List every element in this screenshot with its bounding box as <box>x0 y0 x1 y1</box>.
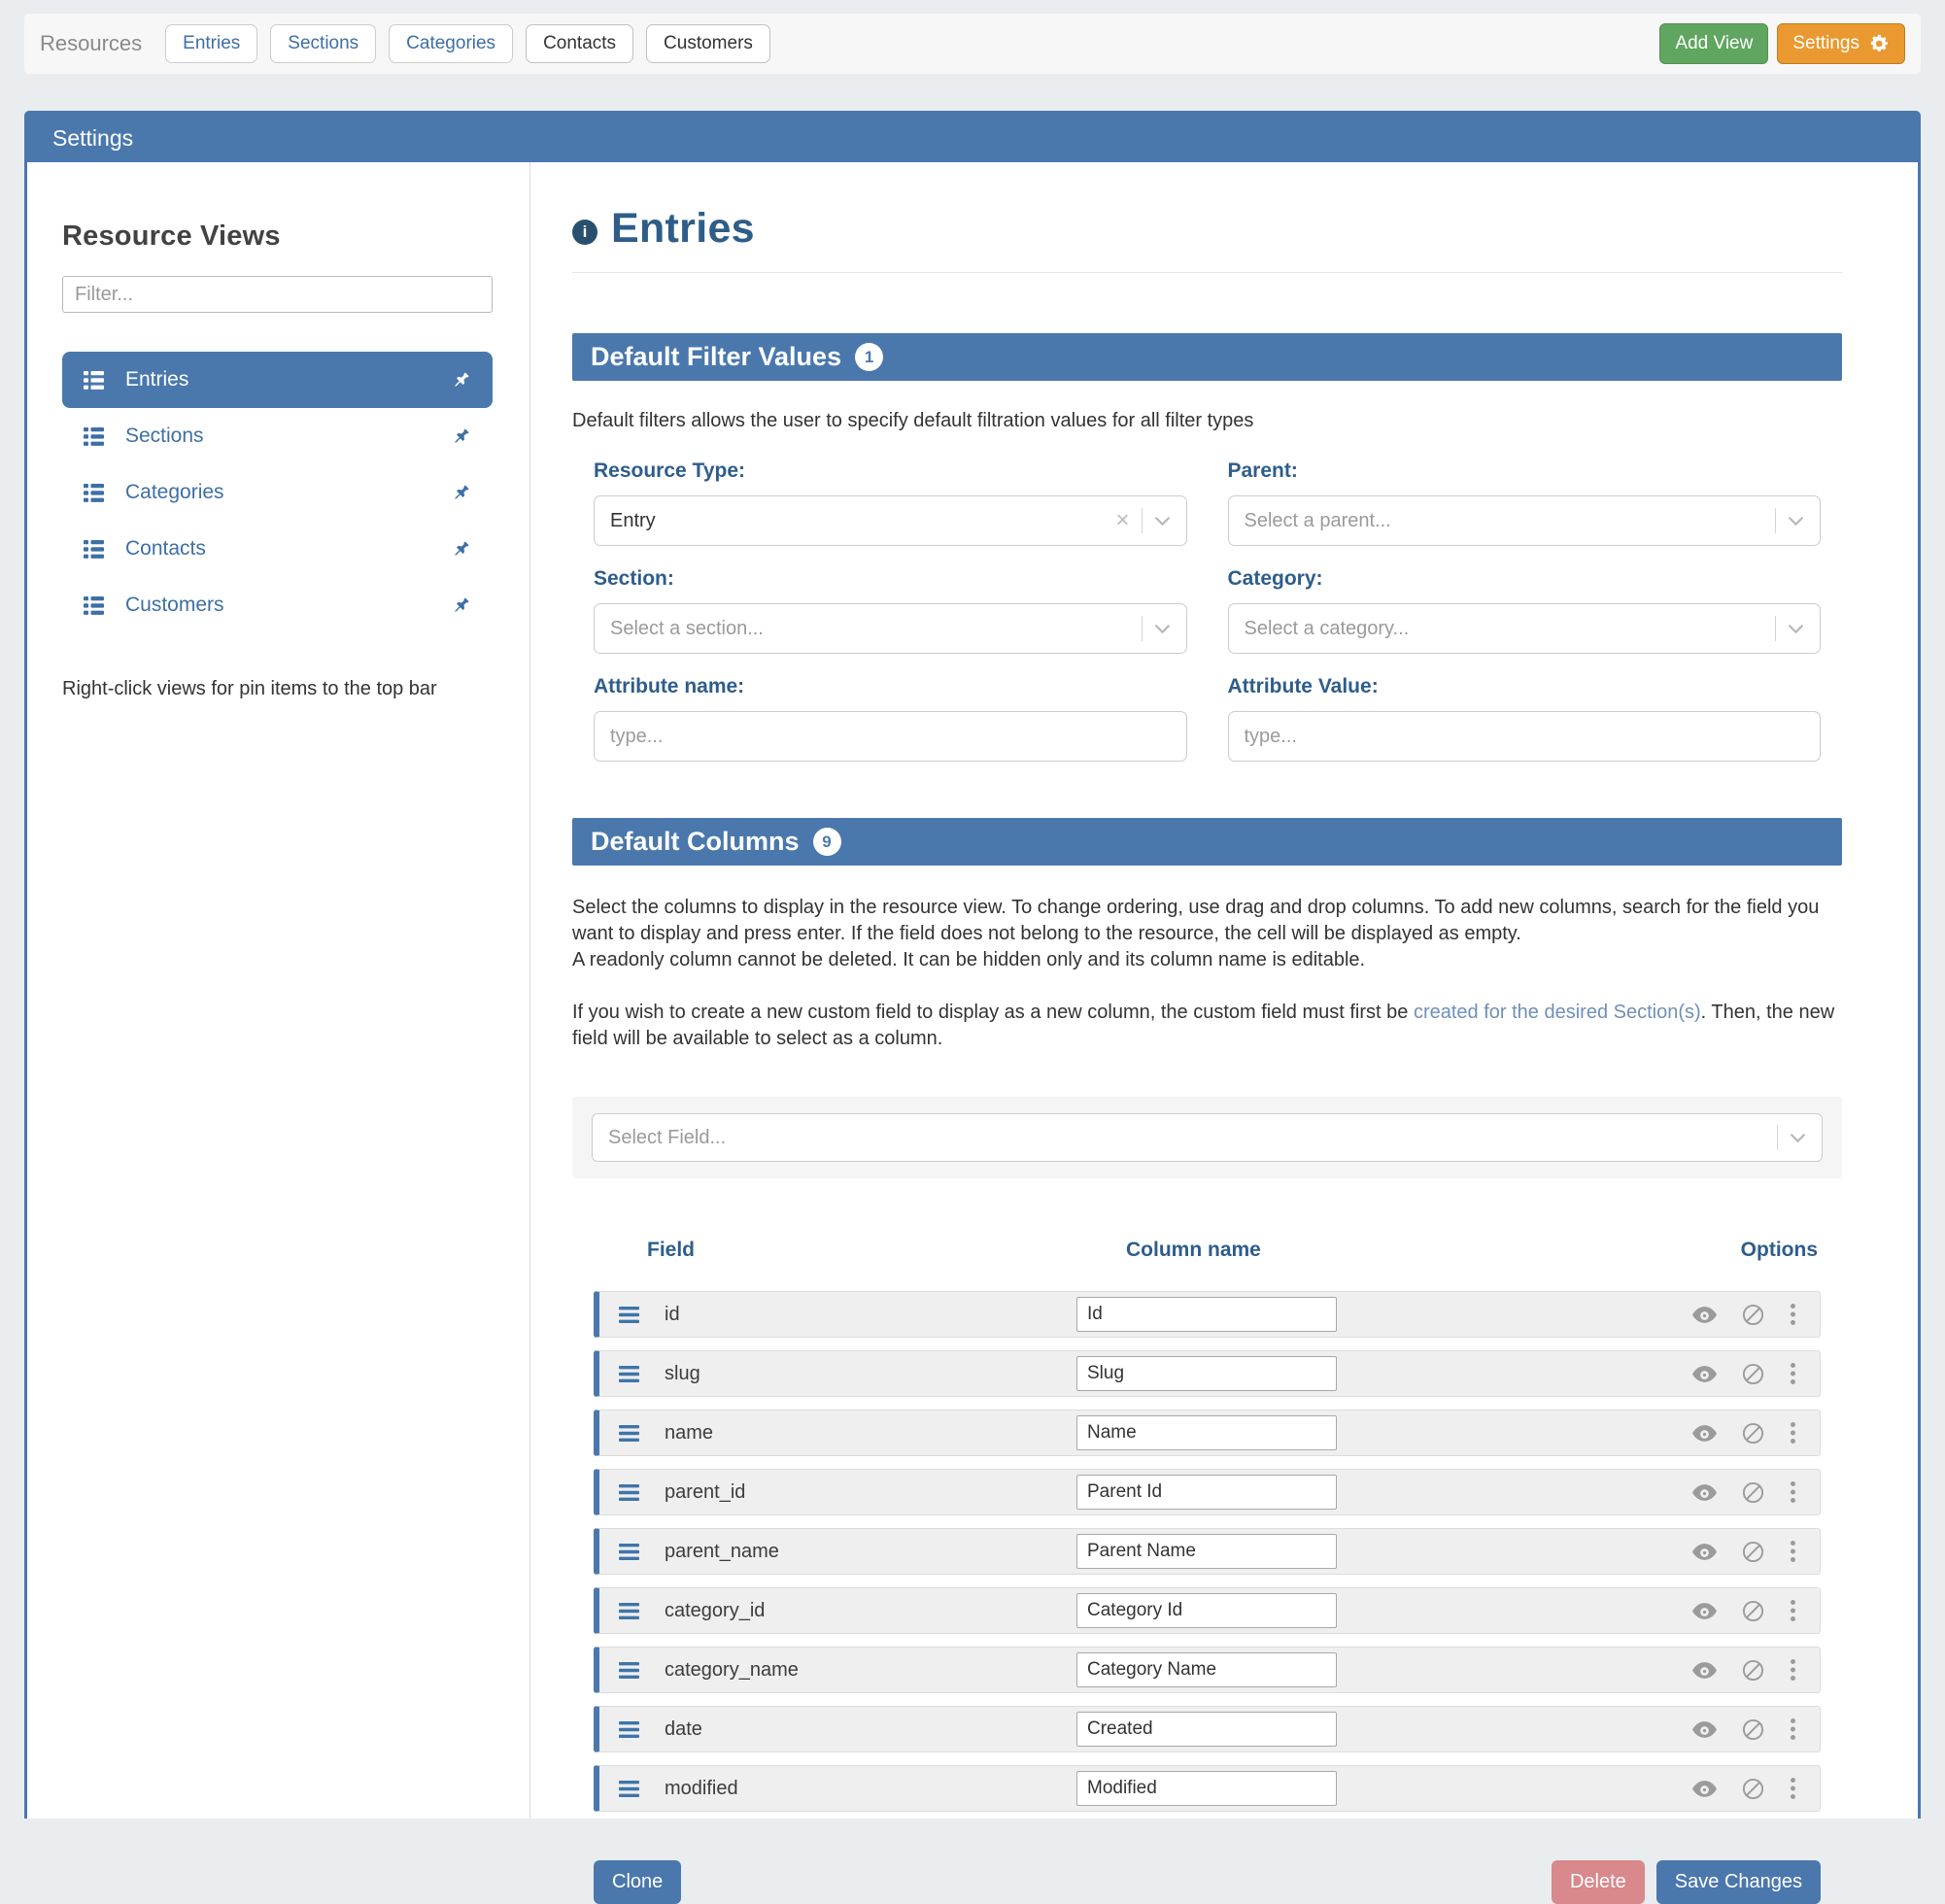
attribute-value-label: Attribute Value: <box>1227 675 1379 697</box>
view-item-contacts[interactable] <box>62 521 493 577</box>
clear-icon[interactable]: × <box>1115 507 1130 533</box>
view-item-customers[interactable] <box>62 577 493 633</box>
tab-sections[interactable]: Sections <box>270 24 376 63</box>
disable-ban-icon[interactable] <box>1742 1363 1764 1385</box>
visibility-eye-icon[interactable] <box>1692 1544 1717 1560</box>
title-divider <box>572 272 1842 273</box>
info-icon: i <box>572 220 597 245</box>
field-column-header: Field <box>647 1239 696 1261</box>
app-title: Resources <box>40 31 143 55</box>
view-item-label: Contacts <box>125 537 206 560</box>
delete-button[interactable]: Delete <box>1552 1860 1645 1904</box>
topbar-actions <box>1659 23 1905 64</box>
add-view-button[interactable]: Add View <box>1659 23 1768 64</box>
column-name-input[interactable] <box>1076 1534 1337 1569</box>
settings-panel-header: Settings <box>27 114 1918 162</box>
view-item-label: Sections <box>125 425 204 447</box>
pin-icon[interactable] <box>447 365 476 394</box>
table-row <box>594 1469 1821 1515</box>
table-row <box>594 1350 1821 1397</box>
select-divider <box>1142 616 1143 641</box>
columns-table-header <box>572 1239 1842 1266</box>
row-menu-kebab-icon[interactable] <box>1790 1658 1796 1682</box>
disable-ban-icon[interactable] <box>1742 1778 1764 1800</box>
chevron-down-icon[interactable] <box>1788 618 1804 640</box>
footer-actions <box>572 1860 1842 1904</box>
pin-icon[interactable] <box>447 591 476 620</box>
table-row <box>594 1706 1821 1752</box>
default-columns-header: Default Columns 9 <box>572 818 1842 866</box>
drag-handle-icon[interactable] <box>619 1781 639 1797</box>
select-field-band <box>572 1097 1842 1178</box>
field-name: category_name <box>665 1658 799 1681</box>
category-label: Category: <box>1227 567 1323 590</box>
columns-description-1: Select the columns to display in the resource view. To change ordering, use drag and drop columns. To add new columns, search for the field you want to display and press enter. If the field does not belong to the resource, the cell will be displayed as empty. A readonly column cannot be deleted. It can be hidden only and its column name is editable. <box>572 897 1820 970</box>
view-item-label: Customers <box>125 594 224 616</box>
pin-icon[interactable] <box>447 478 476 507</box>
select-divider <box>1775 616 1776 641</box>
settings-button[interactable]: Settings <box>1777 23 1905 64</box>
filters-grid <box>572 438 1842 762</box>
field-name: modified <box>665 1777 738 1799</box>
visibility-eye-icon[interactable] <box>1692 1662 1717 1679</box>
list-icon <box>84 484 104 502</box>
resource-type-label: Resource Type: <box>594 459 745 482</box>
views-filter-input[interactable] <box>62 276 493 313</box>
row-menu-kebab-icon[interactable] <box>1790 1480 1796 1504</box>
page-title <box>572 205 1842 253</box>
drag-handle-icon[interactable] <box>619 1307 639 1323</box>
drag-handle-icon[interactable] <box>619 1603 639 1619</box>
disable-ban-icon[interactable] <box>1742 1481 1764 1504</box>
tab-contacts[interactable]: Contacts <box>526 24 633 63</box>
column-name-header: Column name <box>1126 1239 1261 1261</box>
settings-panel-body <box>27 162 1918 1892</box>
main-content <box>530 162 1918 1892</box>
view-item-categories[interactable] <box>62 464 493 521</box>
visibility-eye-icon[interactable] <box>1692 1307 1717 1323</box>
field-name: parent_id <box>665 1480 746 1503</box>
attribute-value-input[interactable] <box>1228 711 1822 762</box>
views-list <box>62 352 493 633</box>
resource-type-select[interactable]: Entry × <box>594 495 1187 546</box>
list-icon <box>84 371 104 390</box>
field-name: parent_name <box>665 1540 779 1562</box>
list-icon <box>84 427 104 446</box>
sections-link[interactable]: created for the desired Section(s) <box>1413 1002 1701 1023</box>
columns-table <box>572 1291 1842 1812</box>
drag-handle-icon[interactable] <box>619 1544 639 1560</box>
disable-ban-icon[interactable] <box>1742 1718 1764 1741</box>
disable-ban-icon[interactable] <box>1742 1541 1764 1563</box>
field-name: date <box>665 1717 702 1740</box>
table-row <box>594 1587 1821 1634</box>
resource-views-sidebar <box>27 162 530 1819</box>
disable-ban-icon[interactable] <box>1742 1600 1764 1622</box>
row-menu-kebab-icon[interactable] <box>1790 1421 1796 1445</box>
filters-description: Default filters allows the user to specify default filtration values for all filter types <box>572 410 1254 431</box>
table-row <box>594 1410 1821 1456</box>
gear-icon <box>1868 33 1890 54</box>
attribute-name-field <box>594 654 1187 762</box>
page-title-text: Entries <box>611 205 755 252</box>
parent-label: Parent: <box>1227 459 1298 482</box>
tab-categories[interactable]: Categories <box>389 24 513 63</box>
select-divider <box>1777 1125 1778 1150</box>
category-select[interactable]: Select a category... <box>1228 603 1822 654</box>
disable-ban-icon[interactable] <box>1742 1304 1764 1326</box>
category-field <box>1228 546 1822 654</box>
table-row <box>594 1291 1821 1338</box>
column-name-input[interactable] <box>1076 1356 1337 1391</box>
table-row <box>594 1765 1821 1812</box>
drag-handle-icon[interactable] <box>619 1484 639 1501</box>
columns-count-badge: 9 <box>813 828 841 856</box>
visibility-eye-icon[interactable] <box>1692 1484 1717 1501</box>
section-field <box>594 546 1187 654</box>
drag-handle-icon[interactable] <box>619 1721 639 1738</box>
visibility-eye-icon[interactable] <box>1692 1781 1717 1797</box>
tab-entries[interactable]: Entries <box>165 24 257 63</box>
save-changes-button[interactable]: Save Changes <box>1656 1860 1821 1904</box>
sidebar-heading: Resource Views <box>62 221 281 252</box>
column-name-input[interactable] <box>1076 1712 1337 1747</box>
row-menu-kebab-icon[interactable] <box>1790 1540 1796 1563</box>
view-item-sections[interactable] <box>62 408 493 464</box>
list-icon <box>84 540 104 559</box>
row-menu-kebab-icon[interactable] <box>1790 1362 1796 1385</box>
chevron-down-icon[interactable] <box>1154 510 1171 532</box>
visibility-eye-icon[interactable] <box>1692 1366 1717 1382</box>
column-name-input[interactable] <box>1076 1415 1337 1450</box>
drag-handle-icon[interactable] <box>619 1662 639 1679</box>
visibility-eye-icon[interactable] <box>1692 1721 1717 1738</box>
visibility-eye-icon[interactable] <box>1692 1603 1717 1619</box>
drag-handle-icon[interactable] <box>619 1366 639 1382</box>
view-item-label: Entries <box>125 368 189 391</box>
drag-handle-icon[interactable] <box>619 1425 639 1442</box>
column-name-input[interactable] <box>1076 1593 1337 1628</box>
disable-ban-icon[interactable] <box>1742 1659 1764 1682</box>
row-menu-kebab-icon[interactable] <box>1790 1599 1796 1622</box>
chevron-down-icon[interactable] <box>1790 1127 1806 1149</box>
select-divider <box>1142 508 1143 533</box>
disable-ban-icon[interactable] <box>1742 1422 1764 1445</box>
visibility-eye-icon[interactable] <box>1692 1425 1717 1442</box>
tab-customers[interactable]: Customers <box>646 24 770 63</box>
clone-button[interactable]: Clone <box>594 1860 681 1904</box>
field-name: id <box>665 1303 680 1325</box>
field-name: name <box>665 1421 714 1444</box>
column-name-input[interactable] <box>1076 1475 1337 1510</box>
sidebar-hint: Right-click views for pin items to the top bar <box>62 678 437 699</box>
view-item-label: Categories <box>125 481 224 503</box>
pin-icon[interactable] <box>447 534 476 563</box>
table-row <box>594 1647 1821 1693</box>
chevron-down-icon[interactable] <box>1154 618 1171 640</box>
field-name: slug <box>665 1362 700 1384</box>
column-name-input[interactable] <box>1076 1771 1337 1806</box>
filter-count-badge: 1 <box>855 343 883 371</box>
select-field-dropdown[interactable]: Select Field... <box>592 1113 1823 1162</box>
list-icon <box>84 596 104 615</box>
parent-select[interactable]: Select a parent... <box>1228 495 1822 546</box>
view-item-entries[interactable] <box>62 352 493 408</box>
options-column-header: Options <box>1740 1239 1818 1261</box>
attribute-name-label: Attribute name: <box>594 675 745 697</box>
pin-icon[interactable] <box>447 422 476 451</box>
attribute-name-input[interactable] <box>594 711 1187 762</box>
chevron-down-icon[interactable] <box>1788 510 1804 532</box>
parent-field <box>1228 438 1822 546</box>
settings-panel <box>24 111 1921 1892</box>
pinned-view-tabs <box>165 24 770 63</box>
top-bar <box>24 14 1921 74</box>
section-select[interactable]: Select a section... <box>594 603 1187 654</box>
column-name-input[interactable] <box>1076 1297 1337 1332</box>
row-menu-kebab-icon[interactable] <box>1790 1777 1796 1800</box>
row-menu-kebab-icon[interactable] <box>1790 1303 1796 1326</box>
select-divider <box>1775 508 1776 533</box>
resource-type-field <box>594 438 1187 546</box>
column-name-input[interactable] <box>1076 1652 1337 1687</box>
field-name: category_id <box>665 1599 766 1621</box>
row-menu-kebab-icon[interactable] <box>1790 1717 1796 1741</box>
columns-description-2: If you wish to create a new custom field to display as a new column, the custom field must first be created for the desired Section(s). Then, the new field will be available to select as a column. <box>572 1002 1835 1049</box>
section-label: Section: <box>594 567 674 590</box>
default-filter-values-header: Default Filter Values 1 <box>572 333 1842 381</box>
table-row <box>594 1528 1821 1575</box>
attribute-value-field <box>1228 654 1822 762</box>
